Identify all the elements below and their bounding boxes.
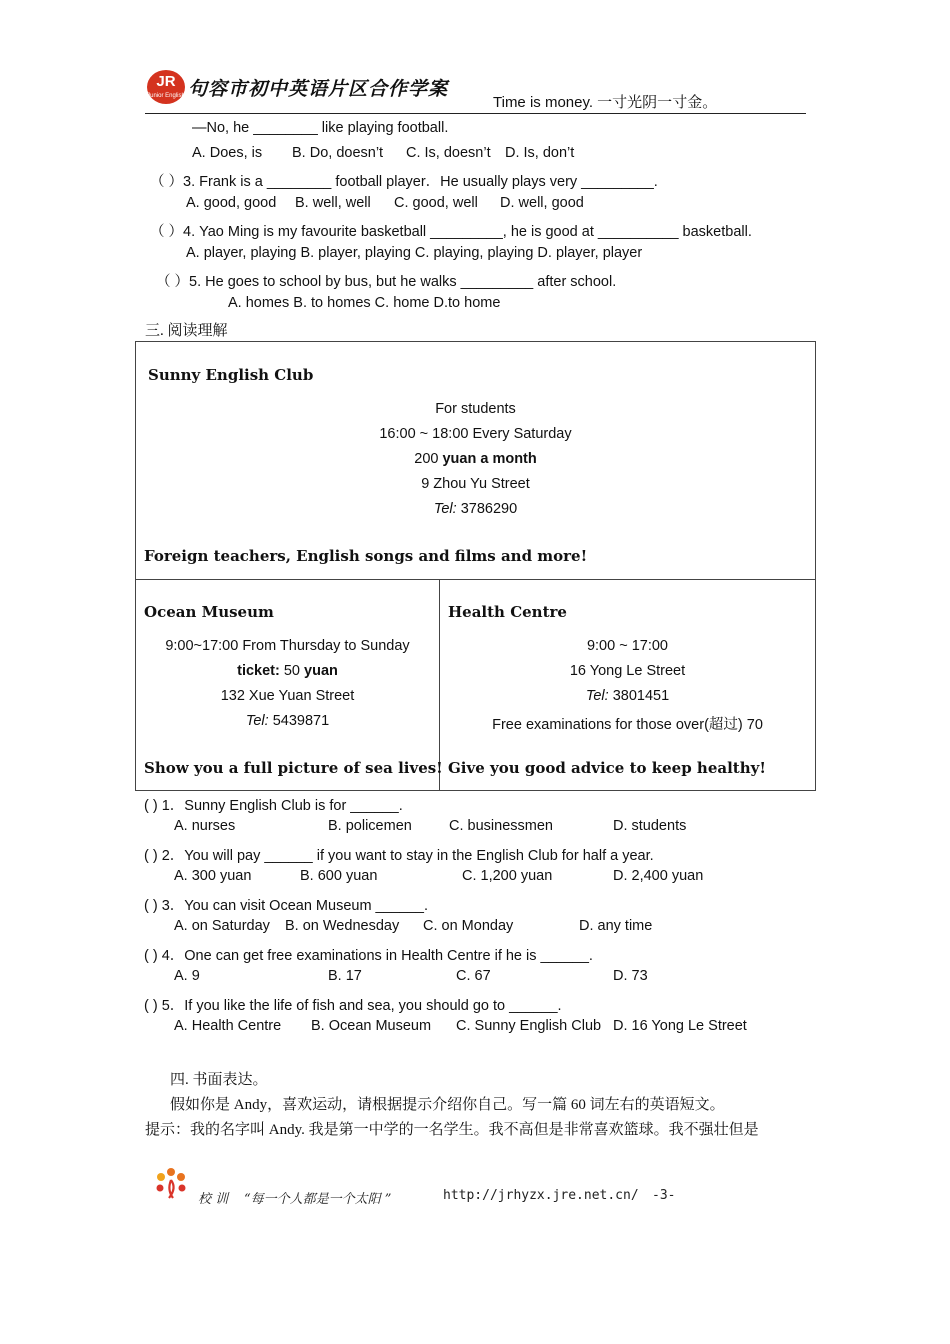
logo-subtext: Junior English [147, 93, 185, 99]
club-tel [135, 501, 816, 517]
health-tel [439, 688, 816, 704]
rq1-stem: ( ) 1．Sunny English Club is for ______. [144, 798, 403, 814]
q2-option-b: B. Do, doesn’t [292, 145, 384, 161]
club-address: 9 Zhou Yu Street [421, 476, 530, 492]
museum-hours: 9:00~17:00 From Thursday to Sunday [165, 638, 410, 654]
club-price [135, 451, 816, 467]
museum-ticket [135, 663, 440, 679]
rq2-option-a: A. 300 yuan [174, 868, 252, 884]
club-audience: For students [435, 401, 516, 417]
q4-stem: （ ）4. Yao Ming is my favourite basketball _________, he is good at __________ basketball. [150, 224, 752, 240]
logo-text: JR [156, 73, 176, 90]
q3-option-b: B. well, well [295, 195, 371, 211]
writing-hint: 提示：我的名字叫 Andy. 我是第一中学的一名学生。我不高但是非常喜欢篮球。我不强壮但是 [145, 1122, 759, 1138]
health-tel-number: 3801451 [612, 688, 670, 704]
club-price-unit: yuan a month [442, 451, 537, 467]
rq5-option-a: A. Health Centre [174, 1018, 282, 1034]
q3-option-c: C. good, well [394, 195, 478, 211]
q5-options: A. homes B. to homes C. home D.to home [228, 295, 501, 311]
health-hours: 9:00 ~ 17:00 [586, 638, 669, 654]
club-slogan: Foreign teachers, English songs and films and more! [144, 547, 588, 565]
rq4-stem: ( ) 4．One can get free examinations in Health Centre if he is ______. [144, 948, 593, 964]
health-note: Free examinations for those over(超过) 70 [492, 717, 763, 733]
rq2-stem: ( ) 2．You will pay ______ if you want to stay in the English Club for half a year. [144, 848, 654, 864]
header-motto: Time is money. 一寸光阴一寸金。 [493, 94, 718, 111]
q2-option-d: D. Is, don’t [505, 145, 575, 161]
q3-option-a: A. good, good [186, 195, 277, 211]
museum-tel-label: Tel: [245, 713, 269, 729]
rq3-option-b: B. on Wednesday [285, 918, 400, 934]
q3-option-d: D. well, good [500, 195, 584, 211]
rq1-option-b: B. policemen [328, 818, 412, 834]
museum-ticket-unit: yuan [304, 663, 338, 679]
writing-heading: 四. 书面表达。 [170, 1072, 268, 1088]
health-address: 16 Yong Le Street [569, 663, 686, 679]
header-divider [145, 113, 806, 114]
health-slogan: Give you good advice to keep healthy! [448, 759, 766, 777]
rq4-option-d: D. 73 [613, 968, 648, 984]
writing-prompt: 假如你是 Andy，喜欢运动，请根据提示介绍你自己。写一篇 60 词左右的英语短文。 [170, 1097, 725, 1113]
rq4-option-a: A. 9 [174, 968, 200, 984]
footer-url[interactable]: http://jrhyzx.jre.net.cn/ [443, 1188, 639, 1203]
footer-motto: “每一个人都是一个太阳 ” [244, 1192, 392, 1207]
rq1-option-d: D. students [613, 818, 687, 834]
q2-option-a: A. Does, is [192, 145, 263, 161]
museum-address: 132 Xue Yuan Street [220, 688, 355, 704]
club-tel-number: 3786290 [460, 501, 518, 517]
health-name: Health Centre [448, 603, 567, 621]
rq2-option-d: D. 2,400 yuan [613, 868, 704, 884]
club-name: Sunny English Club [148, 366, 314, 384]
museum-tel [135, 713, 440, 729]
rq1-option-c: C. businessmen [449, 818, 553, 834]
museum-ticket-label: ticket: [237, 663, 280, 679]
q4-options: A. player, playing B. player, playing C. playing, playing D. player, player [186, 245, 643, 261]
club-tel-label: Tel: [433, 501, 457, 517]
rq1-option-a: A. nurses [174, 818, 236, 834]
header-title: 句容市初中英语片区合作学案 [188, 78, 449, 100]
rq5-option-c: C. Sunny English Club [456, 1018, 602, 1034]
rq3-option-a: A. on Saturday [174, 918, 270, 934]
page-number: -3- [652, 1188, 676, 1203]
club-hours: 16:00 ~ 18:00 Every Saturday [379, 426, 572, 442]
health-tel-label: Tel: [585, 688, 609, 704]
museum-slogan: Show you a full picture of sea lives! [144, 759, 443, 777]
museum-tel-number: 5439871 [272, 713, 330, 729]
rq2-option-b: B. 600 yuan [300, 868, 378, 884]
museum-name: Ocean Museum [144, 603, 274, 621]
museum-ticket-number: 50 [283, 663, 300, 679]
logo [147, 70, 185, 104]
rq4-option-b: B. 17 [328, 968, 362, 984]
footer-school-label: 校 训 [198, 1192, 229, 1207]
rq3-stem: ( ) 3．You can visit Ocean Museum ______. [144, 898, 428, 914]
rq3-option-c: C. on Monday [423, 918, 514, 934]
rq5-stem: ( ) 5．If you like the life of fish and sea, you should go to ______. [144, 998, 562, 1014]
q3-stem: （ ）3. Frank is a ________ football player．He usually plays very _________. [150, 174, 658, 190]
rq2-option-c: C. 1,200 yuan [462, 868, 553, 884]
rq5-option-b: B. Ocean Museum [311, 1018, 432, 1034]
rq5-option-d: D. 16 Yong Le Street [613, 1018, 747, 1034]
reading-heading: 三. 阅读理解 [145, 323, 228, 339]
club-price-number: 200 [414, 451, 439, 467]
q2-option-c: C. Is, doesn’t [406, 145, 491, 161]
rq4-option-c: C. 67 [456, 968, 491, 984]
rq3-option-d: D. any time [579, 918, 653, 934]
q2-answer-line: —No, he ________ like playing football. [192, 120, 449, 136]
flower-logo-icon [153, 1166, 189, 1202]
q5-stem: （ ）5. He goes to school by bus, but he walks _________ after school. [156, 274, 617, 290]
